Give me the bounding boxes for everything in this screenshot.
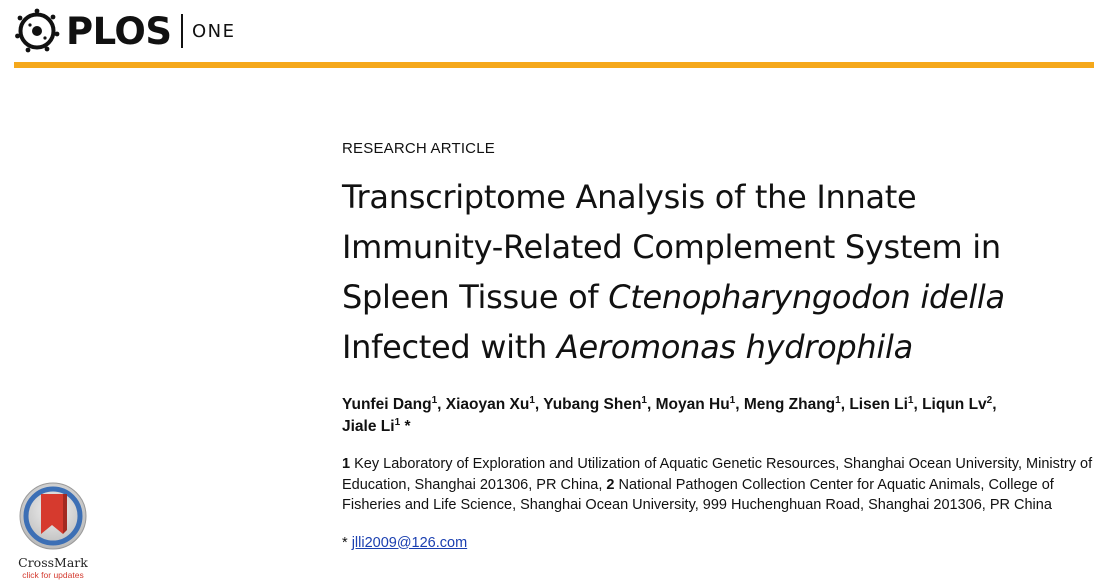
pathogen-name: Aeromonas hydrophila <box>556 328 913 366</box>
header-rule <box>14 62 1094 68</box>
author[interactable]: Yunfei Dang$^1$ <box>342 394 438 413</box>
author[interactable]: Jiale Li$^1$ <box>342 416 401 435</box>
corresponding-mark: * <box>404 418 411 435</box>
author[interactable]: Liqun Lv$^2$ <box>922 394 993 413</box>
article-type: RESEARCH ARTICLE <box>342 140 495 157</box>
affiliation-text: National Pathogen Collection Center for Aquatic Animals, College of Fisheries and Life Science, Shanghai Ocean University, 999 Huchenghuan Road, Shanghai 201306, PR China <box>342 476 1054 513</box>
author[interactable]: Moyan Hu$^1$ <box>655 394 736 413</box>
correspondence <box>342 535 1097 551</box>
title-line-3: Spleen Tissue of <box>342 278 609 316</box>
article-front-matter <box>342 138 1097 551</box>
journal-name: ONE <box>191 20 236 42</box>
title-line-1: Transcriptome Analysis of the Innate <box>342 178 917 216</box>
email-link[interactable]: jlli2009@126.com <box>351 534 468 551</box>
plos-circle-icon <box>14 8 60 54</box>
title-line-4: Infected with <box>342 328 557 366</box>
author-list: Yunfei Dang$^1$, Xiaoyan Xu$^1$, Yubang Shen$^1$, Moyan Hu$^1$, Meng Zhang$^1$, Lisen Li$^1$, Liqun Lv$^2$, Jiale Li$^1$ * <box>342 394 997 435</box>
affiliation-number: 2 <box>606 476 615 493</box>
crossmark-badge[interactable] <box>10 480 96 580</box>
article-title <box>342 172 1097 372</box>
affiliations <box>342 454 1097 516</box>
author[interactable]: Xiaoyan Xu$^1$ <box>445 394 535 413</box>
affiliation-number: 1 <box>342 456 351 472</box>
crossmark-icon <box>17 480 89 552</box>
crossmark-label: CrossMark <box>18 555 88 570</box>
journal-logo-text: PLOS <box>66 9 172 53</box>
affiliation-text: Key Laboratory of Exploration and Utilization of Aquatic Genetic Resources, Shanghai Ocean University, Ministry of Education, Shanghai 201306, PR China, <box>342 456 1093 493</box>
species-name: Ctenopharyngodon idella <box>608 278 1005 316</box>
title-line-2: Immunity-Related Complement System in <box>342 228 1001 266</box>
email-prefix: * <box>342 534 348 551</box>
author[interactable]: Meng Zhang$^1$ <box>743 394 841 413</box>
logo-separator <box>181 14 183 48</box>
author[interactable]: Yubang Shen$^1$ <box>543 394 647 413</box>
journal-header <box>14 6 236 56</box>
crossmark-sublabel: click for updates <box>22 570 84 580</box>
author[interactable]: Lisen Li$^1$ <box>849 394 914 413</box>
